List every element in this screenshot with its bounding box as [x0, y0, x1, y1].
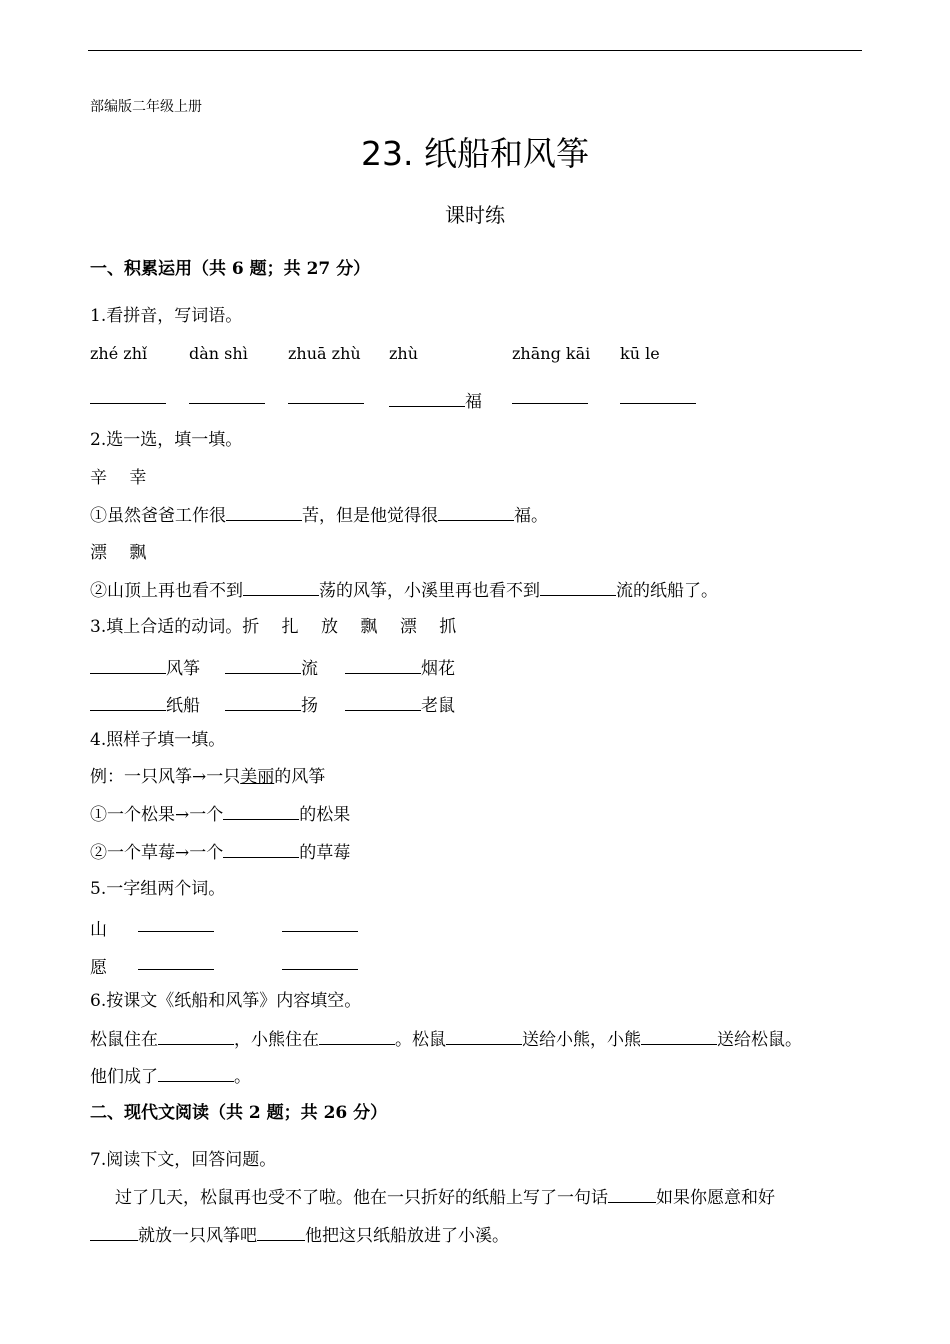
- answer-blank[interactable]: [223, 803, 299, 820]
- answer-blank[interactable]: [138, 915, 214, 936]
- verb-fill-item[interactable]: 扬: [225, 691, 318, 716]
- suffix-text: 福: [465, 392, 482, 412]
- question-1-prompt: 1.看拼音，写词语。: [90, 306, 243, 326]
- question-2-prompt: 2.选一选，填一填。: [90, 430, 243, 450]
- sentence-1: ①虽然爸爸工作很 苦，但是他觉得很 福。: [90, 506, 548, 526]
- example-line: 例：一只风筝→一只美丽的风筝: [90, 767, 326, 787]
- question-6-prompt: 6.按课文《纸船和风筝》内容填空。: [90, 991, 362, 1011]
- punctuation-blank[interactable]: [257, 1224, 305, 1241]
- verb-fill-item[interactable]: 纸船: [90, 691, 200, 716]
- verb-fill-item[interactable]: 老鼠: [345, 691, 455, 716]
- char-pair-1: 辛 幸: [90, 468, 147, 488]
- header-rule: [88, 50, 862, 51]
- answer-blank[interactable]: [319, 1028, 395, 1045]
- reading-passage-line-1: 过了几天，松鼠再也受不了啦。他在一只折好的纸船上写了一句话 如果你愿意和好: [115, 1188, 775, 1208]
- answer-blank[interactable]: [226, 504, 302, 521]
- answer-blank[interactable]: [540, 579, 616, 596]
- answer-blank[interactable]: [282, 915, 358, 936]
- question-4-prompt: 4.照样子填一填。: [90, 730, 226, 750]
- answer-blank[interactable]: [512, 387, 588, 408]
- page-subtitle: 课时练: [445, 203, 505, 227]
- section-heading-2: 二、现代文阅读（共 2 题；共 26 分）: [90, 1103, 388, 1123]
- pinyin-1: zhé zhǐ: [90, 344, 148, 363]
- answer-blank-with-suffix[interactable]: [389, 387, 482, 412]
- verb-fill-item[interactable]: 风筝: [90, 654, 200, 679]
- pinyin-3: zhuā zhù: [288, 344, 361, 363]
- pinyin-4: zhù: [389, 344, 419, 363]
- fill-line-2: ②一个草莓→一个 的草莓: [90, 843, 351, 863]
- pinyin-6: kū le: [620, 344, 660, 363]
- char-label: 山: [90, 920, 107, 940]
- pinyin-2: dàn shì: [189, 344, 248, 363]
- page-title: 23. 纸船和风筝: [361, 134, 589, 173]
- verb-fill-item[interactable]: 烟花: [345, 654, 455, 679]
- question-3-prompt: 3.填上合适的动词。折 扎 放 飘 漂 抓: [90, 617, 457, 637]
- char-label: 愿: [90, 958, 107, 978]
- answer-blank[interactable]: [288, 387, 364, 408]
- answer-blank[interactable]: [90, 387, 166, 408]
- answer-blank[interactable]: [620, 387, 696, 408]
- answer-blank[interactable]: [189, 387, 265, 408]
- fill-paragraph-line-1: 松鼠住在 ，小熊住在 。松鼠 送给小熊，小熊 送给松鼠。: [90, 1030, 802, 1050]
- answer-blank[interactable]: [282, 953, 358, 974]
- section-heading-1: 一、积累运用（共 6 题；共 27 分）: [90, 259, 371, 279]
- verb-fill-item[interactable]: 流: [225, 654, 318, 679]
- answer-blank[interactable]: [243, 579, 319, 596]
- answer-blank[interactable]: [446, 1028, 522, 1045]
- reading-passage-line-2: 就放一只风筝吧 他把这只纸船放进了小溪。: [90, 1224, 509, 1247]
- answer-blank[interactable]: [223, 841, 299, 858]
- answer-blank[interactable]: [138, 953, 214, 974]
- punctuation-blank[interactable]: [608, 1186, 656, 1203]
- question-5-prompt: 5.一字组两个词。: [90, 879, 226, 899]
- fill-line-1: ①一个松果→一个 的松果: [90, 805, 351, 825]
- question-7-prompt: 7.阅读下文，回答问题。: [90, 1150, 277, 1170]
- answer-blank[interactable]: [641, 1028, 717, 1045]
- pinyin-5: zhāng kāi: [512, 344, 591, 363]
- answer-blank[interactable]: [158, 1065, 234, 1082]
- answer-blank[interactable]: [438, 504, 514, 521]
- fill-paragraph-line-2: 他们成了 。: [90, 1067, 251, 1087]
- answer-blank[interactable]: [158, 1028, 234, 1045]
- textbook-edition: 部编版二年级上册: [90, 99, 202, 115]
- char-pair-2: 漂 飘: [90, 543, 147, 563]
- sentence-2: ②山顶上再也看不到 荡的风筝，小溪里再也看不到 流的纸船了。: [90, 581, 718, 601]
- punctuation-blank[interactable]: [90, 1224, 138, 1241]
